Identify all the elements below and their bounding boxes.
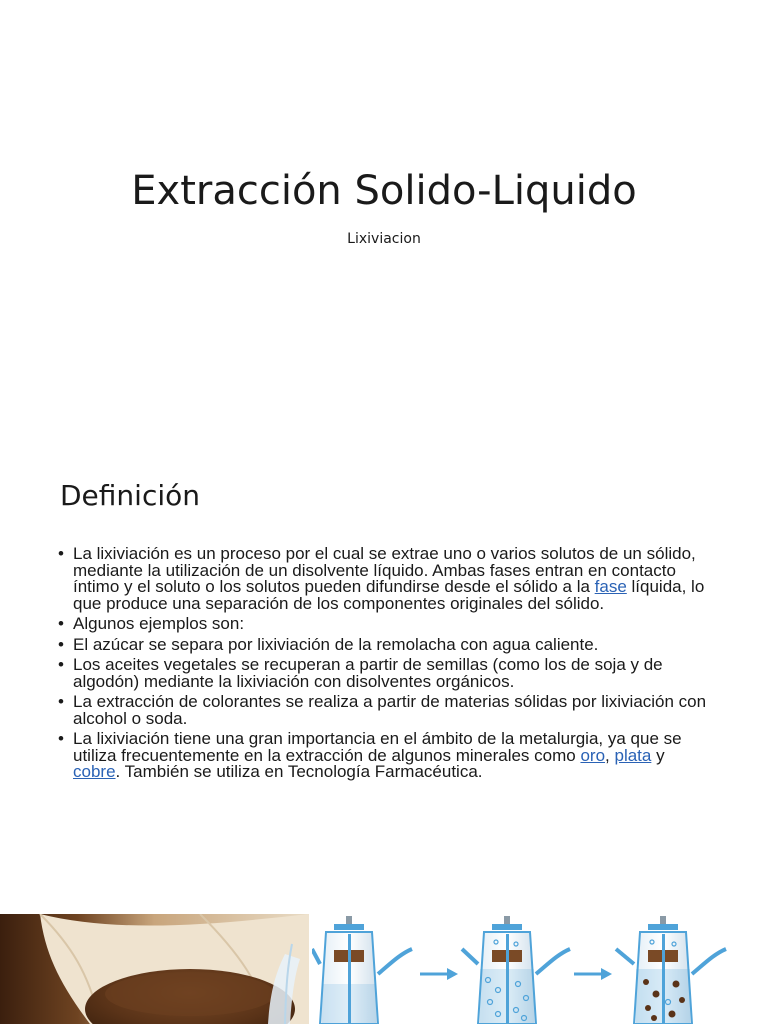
bullet-item [58, 731, 708, 781]
bullet-text: La extracción de colorantes se realiza a partir de materias sólidas por lixiviación con alcohol o soda. [73, 692, 707, 728]
arrow-head-icon [601, 968, 612, 980]
percolator-diagram-image [312, 914, 768, 1024]
bullet-item [58, 546, 708, 612]
bullet-text: y [651, 745, 665, 765]
fase-link[interactable]: fase [594, 577, 627, 596]
slide-title: Extracción Solido-Liquido [131, 168, 637, 214]
percolator-stage-3 [616, 916, 726, 1024]
bullet-text: Los aceites vegetales se recuperan a partir de semillas (como los de soja y de algodón) mediante la lixiviación con disolventes orgánicos. [73, 655, 663, 691]
slide-subtitle: Lixiviacion [347, 231, 421, 247]
definition-slide [0, 432, 768, 1024]
bullet-item [58, 657, 708, 690]
percolator-stage-2 [462, 916, 570, 1024]
bullet-item [58, 694, 708, 727]
title-slide [0, 0, 768, 432]
bullet-item [58, 634, 708, 654]
arrow-head-icon [447, 968, 458, 980]
coffee-filter-image [0, 914, 309, 1024]
bullet-text: Algunos ejemplos son: [73, 614, 245, 633]
leaching-process-diagram [312, 914, 768, 1024]
bullet-text: El azúcar se separa por lixiviación de la remolacha con agua caliente. [73, 634, 599, 654]
bullet-text: . También se utiliza en Tecnología Farmacéutica. [115, 762, 483, 781]
bullet-item [58, 616, 708, 633]
section-heading: Definición [60, 479, 200, 512]
percolator-stage-1 [312, 916, 412, 1024]
bullet-text: líquida, lo que produce una separación de los componentes originales del sólido. [73, 577, 705, 613]
cobre-link[interactable]: cobre [73, 762, 116, 781]
plata-link[interactable]: plata [614, 745, 652, 765]
bullet-text: La lixiviación tiene una gran importancia en el ámbito de la metalurgia, ya que se utiliza frecuentemente en la extracción de algunos minerales como [73, 729, 682, 765]
oro-link[interactable]: oro [580, 745, 606, 765]
bullet-text: La lixiviación es un proceso por el cual se extrae uno o varios solutos de un sólido, mediante la utilización de un disolvente líquido. Ambas fases entran en contacto íntimo y el soluto o los solutos pueden difundirse desde el sólido a la [73, 544, 696, 596]
definition-bullet-list [58, 546, 708, 785]
bullet-text: , [605, 745, 615, 765]
coffee-filter-photo [0, 914, 309, 1024]
